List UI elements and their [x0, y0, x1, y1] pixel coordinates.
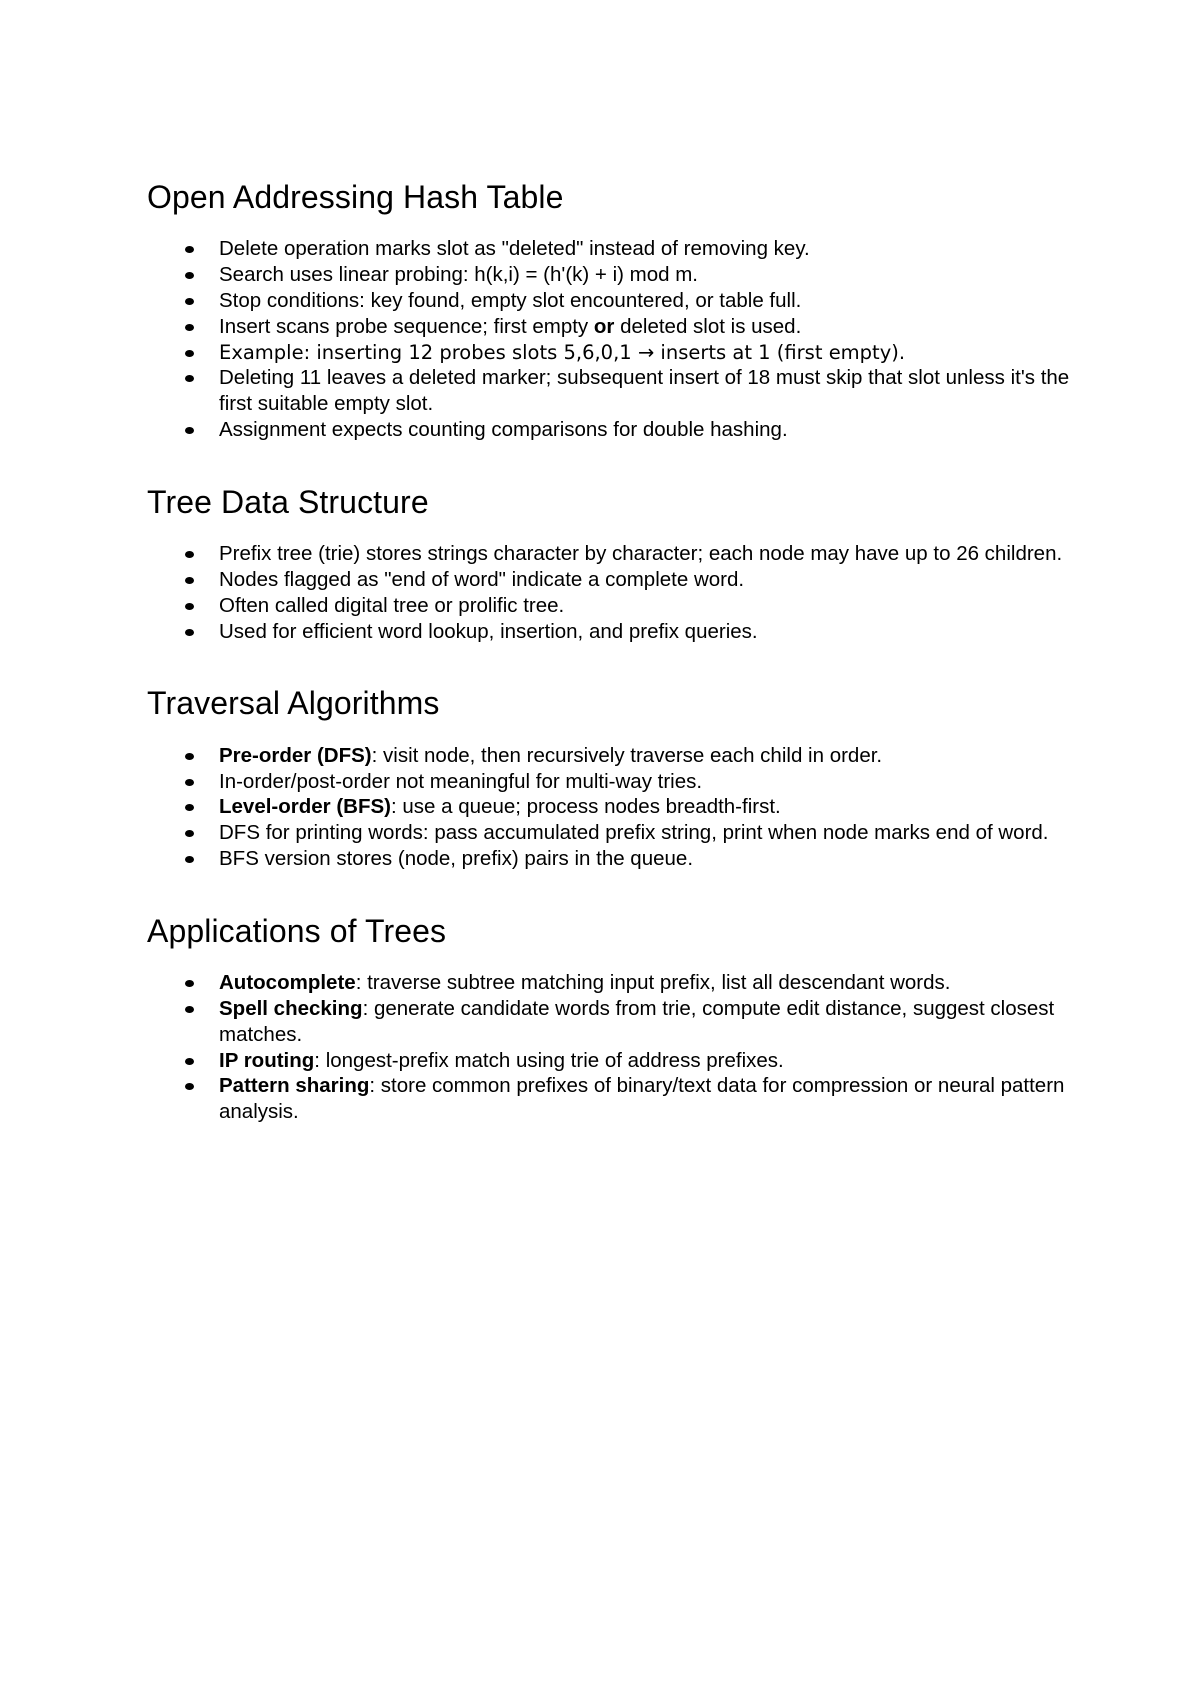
bullet-dot-icon [185, 298, 194, 305]
list-item: BFS version stores (node, prefix) pairs in the queue. [147, 846, 1077, 872]
bullet-dot-icon [185, 427, 194, 434]
bullet-dot-icon [185, 830, 194, 837]
section-title: Tree Data Structure [147, 483, 429, 520]
list-item: Used for efficient word lookup, insertion, and prefix queries. [147, 619, 1077, 645]
list-item: Nodes flagged as "end of word" indicate a complete word. [147, 567, 1077, 593]
list-item: Deleting 11 leaves a deleted marker; subsequent insert of 18 must skip that slot unless it's the first suitable empty slot. [147, 365, 1077, 417]
list-item: DFS for printing words: pass accumulated prefix string, print when node marks end of word. [147, 820, 1077, 846]
document-page [147, 178, 1077, 1165]
list-item: Prefix tree (trie) stores strings character by character; each node may have up to 26 children. [147, 541, 1077, 567]
list-item: Search uses linear probing: h(k,i) = (h'(k) + i) mod m. [147, 262, 1077, 288]
bullet-list [147, 541, 1077, 644]
section-title: Open Addressing Hash Table [147, 179, 564, 215]
list-item: Insert scans probe sequence; first empty or deleted slot is used. [147, 314, 1077, 340]
list-item: Delete operation marks slot as "deleted" instead of removing key. [147, 236, 1077, 262]
section-tree-data-structure [147, 483, 1077, 645]
bullet-dot-icon [185, 272, 194, 279]
list-item: Often called digital tree or prolific tree. [147, 593, 1077, 619]
section-title: Traversal Algorithms [147, 685, 440, 722]
bullet-list [147, 970, 1077, 1125]
bullet-dot-icon [185, 779, 194, 786]
list-item: Example: inserting 12 probes slots 5,6,0,1 → inserts at 1 (first empty). [147, 340, 1077, 366]
list-item: Pre-order (DFS): visit node, then recursively traverse each child in order. [147, 743, 1077, 769]
bullet-dot-icon [185, 980, 194, 987]
bullet-dot-icon [185, 629, 194, 636]
bullet-dot-icon [185, 1058, 194, 1065]
bullet-dot-icon [185, 603, 194, 610]
bullet-list [147, 236, 1077, 442]
bullet-dot-icon [185, 375, 194, 382]
list-item: Stop conditions: key found, empty slot encountered, or table full. [147, 288, 1077, 314]
bullet-list [147, 743, 1077, 872]
bullet-dot-icon [185, 753, 194, 760]
list-item: In-order/post-order not meaningful for multi-way tries. [147, 769, 1077, 795]
bullet-dot-icon [185, 856, 194, 863]
section-traversal-algorithms [147, 684, 1077, 871]
section-applications-of-trees [147, 912, 1077, 1125]
bullet-dot-icon [185, 1006, 194, 1013]
list-item: IP routing: longest-prefix match using trie of address prefixes. [147, 1048, 1077, 1074]
list-item: Level-order (BFS): use a queue; process nodes breadth-first. [147, 794, 1077, 820]
section-open-addressing [147, 178, 1077, 443]
list-item: Pattern sharing: store common prefixes of binary/text data for compression or neural pattern analysis. [147, 1073, 1077, 1125]
section-title: Applications of Trees [147, 912, 447, 949]
bullet-dot-icon [185, 577, 194, 584]
bullet-dot-icon [185, 350, 194, 357]
bullet-dot-icon [185, 551, 194, 558]
bullet-dot-icon [185, 1083, 194, 1090]
list-item: Autocomplete: traverse subtree matching input prefix, list all descendant words. [147, 970, 1077, 996]
bullet-dot-icon [185, 804, 194, 811]
list-item: Assignment expects counting comparisons for double hashing. [147, 417, 1077, 443]
bullet-dot-icon [185, 246, 194, 253]
bullet-dot-icon [185, 324, 194, 331]
list-item: Spell checking: generate candidate words from trie, compute edit distance, suggest closest matches. [147, 996, 1077, 1048]
